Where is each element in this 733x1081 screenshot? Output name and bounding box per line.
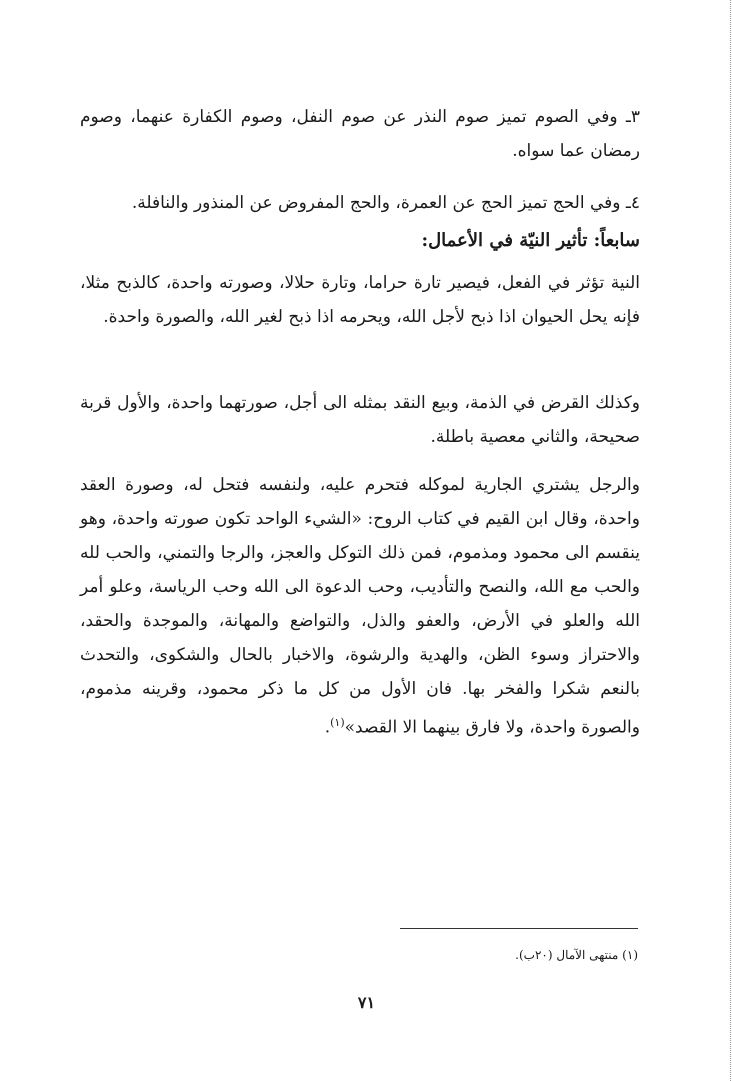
paragraph-fasting-text: ٣ـ وفي الصوم تميز صوم النذر عن صوم النفل، وصوم الكفارة عنهما، وصوم رمضان عما سواه. (80, 107, 640, 161)
footnote-text: (١) منتهى الآمال (٢٠ب). (515, 948, 638, 962)
page-edge-dotted-line (730, 0, 731, 1081)
paragraph-intention-effect-text: النية تؤثر في الفعل، فيصير تارة حراما، وتارة حلالا، وصورته واحدة، كالذبح مثلا، فإنه يحل الحيوان اذا ذبح لأجل الله، ويحرمه اذا ذبح لغير الله، والصورة واحدة. (80, 273, 640, 327)
paragraph-intention-effect (80, 266, 640, 334)
paragraph-hajj (80, 186, 640, 220)
paragraph-ibn-qayyim (80, 468, 640, 745)
page-number: ٧١ (357, 993, 376, 1012)
section-heading: سابعاً: تأثير النيّة في الأعمال: (421, 230, 640, 251)
footnote-marker: (١) (330, 716, 345, 729)
paragraph-fasting (80, 100, 640, 168)
paragraph-ibn-qayyim-text: والرجل يشتري الجارية لموكله فتحرم عليه، ولنفسه فتحل له، وصورة العقد واحدة، وقال ابن القيم في كتاب الروح: «الشيء الواحد تكون صورته واحدة، وهو ينقسم الى محمود ومذموم، فمن ذلك التوكل والعجز، والرجا والتمني، والحب لله والحب مع الله، والنصح والتأديب، وحب الدعوة الى الله وحب الرياسة، وعلو أمر الله والعلو في الأرض، والعفو والذل، والتواضع والمهانة، والموجدة والحقد، والاحتراز وسوء الظن، والهدية والرشوة، والاخبار بالحال والشكوى، والتحدث بالنعم شكرا والفخر بها. فان الأول من كل ما ذكر محمود، وقرينه مذموم، والصورة واحدة، ولا فارق بينهما الا القصد» (80, 475, 640, 738)
paragraph-loan-text: وكذلك القرض في الذمة، وبيع النقد بمثله الى أجل، صورتهما واحدة، والأول قربة صحيحة، والثاني معصية باطلة. (80, 393, 640, 447)
footnote-divider (400, 928, 638, 929)
paragraph-loan (80, 386, 640, 454)
paragraph-hajj-text: ٤ـ وفي الحج تميز الحج عن العمرة، والحج المفروض عن المنذور والنافلة. (131, 193, 640, 213)
paragraph-ibn-qayyim-wrap: والرجل يشتري الجارية لموكله فتحرم عليه، ولنفسه فتحل له، وصورة العقد واحدة، وقال ابن القيم في كتاب الروح: «الشيء الواحد تكون صورته واحدة، وهو ينقسم الى محمود ومذموم، فمن ذلك التوكل والعجز، والرجا والتمني، والحب لله والحب مع الله، والنصح والتأديب، وحب الدعوة الى الله وحب الرياسة، وعلو أمر الله والعلو في الأرض، والعفو والذل، والتواضع والمهانة، والموجدة والحقد، والاحتراز وسوء الظن، والهدية والرشوة، والاخبار بالحال والشكوى، والتحدث بالنعم شكرا والفخر بها. فان الأول من كل ما ذكر محمود، وقرينه مذموم، والصورة واحدة، ولا فارق بينهما الا القصد»$^{(١)}$. (80, 475, 640, 738)
